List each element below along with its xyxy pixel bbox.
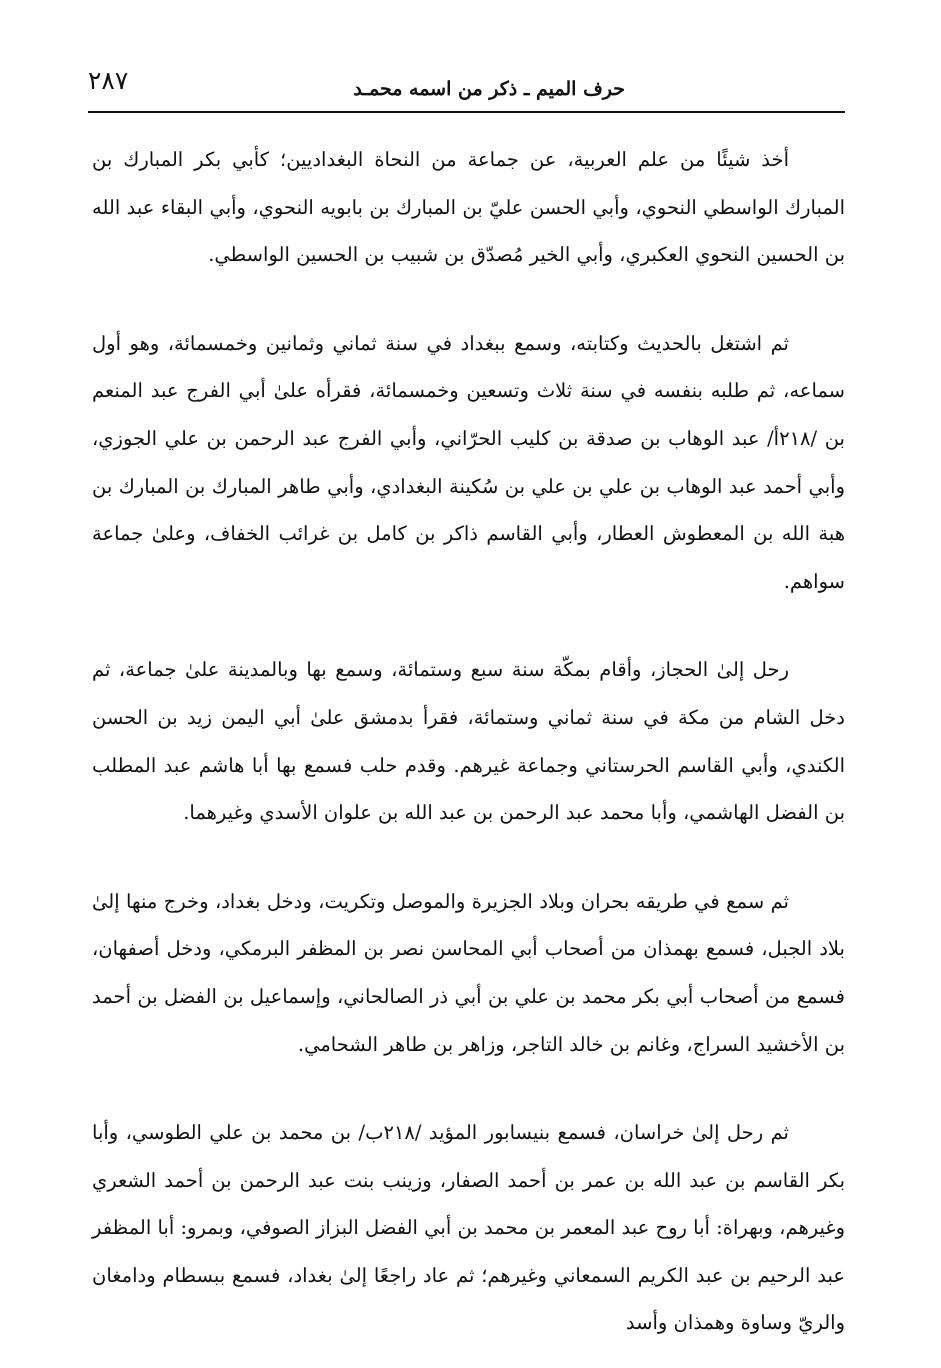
page-number: ٢٨٧	[88, 66, 129, 95]
paragraph-5: ثم رحل إلىٰ خراسان، فسمع بنيسابور المؤيد /٢١٨ب/ بن محمد بن علي الطوسي، وأبا بكر القاسم بن عبد الله بن عمر بن أحمد الصفار، وزينب بنت عبد الرحمن بن أحمد الشعري وغيرهم، وبهراة: أبا روح عبد المعمر بن محمد بن أبي الفضل البزاز الصوفي، وبمرو: أبا المظفر عبد الرحيم بن عبد الكريم السمعاني وغيرهم؛ ثم عاد راجعًا إلىٰ بغداد، فسمع ببسطام ودامغان والريّ وساوة وهمذان وأسد	[92, 1121, 845, 1335]
page-header	[88, 58, 845, 104]
paragraph-2: ثم اشتغل بالحديث وكتابته، وسمع ببغداد في سنة ثماني وثمانين وخمسمائة، وهو أول سماعه، ثم طلبه بنفسه في سنة ثلاث وتسعين وخمسمائة، فقرأه علىٰ أبي الفرج عبد المنعم بن /٢١٨أ/ عبد الوهاب بن صدقة بن كليب الحرّاني، وأبي الفرج عبد الرحمن بن علي الجوزي، وأبي أحمد عبد الوهاب بن علي بن علي بن سُكينة البغدادي، وأبي طاهر المبارك بن المبارك بن هبة الله بن المعطوش العطار، وأبي القاسم ذاكر بن كامل بن غرائب الخفاف، وعلىٰ جماعة سواهم.	[92, 331, 845, 593]
paragraph-1: أخذ شيئًا من علم العربية، عن جماعة من النحاة البغداديين؛ كأبي بكر المبارك بن المبارك الواسطي النحوي، وأبي الحسن عليّ بن المبارك بن بابويه النحوي، وأبي البقاء عبد الله بن الحسين النحوي العكبري، وأبي الخير مُصدّق بن شبيب بن الحسين الواسطي.	[92, 148, 845, 267]
paragraph-3: رحل إلىٰ الحجاز، وأقام بمكّة سنة سبع وستمائة، وسمع بها وبالمدينة علىٰ جماعة، ثم دخل الشام من مكة في سنة ثماني وستمائة، فقرأ بدمشق علىٰ أبي اليمن زيد بن الحسن الكندي، وأبي القاسم الحرستاني وجماعة غيرهم. وقدم حلب فسمع بها أبا هاشم عبد المطلب بن الفضل الهاشمي، وأبا محمد عبد الرحمن بن عبد الله بن علوان الأسدي وغيرهما.	[92, 658, 845, 825]
body-text	[92, 136, 845, 1347]
header-divider	[88, 111, 845, 113]
running-title: حرف الميم ـ ذكر من اسمه محمـد	[353, 78, 625, 100]
paragraph-4: ثم سمع في طريقه بحران وبلاد الجزيرة والموصل وتكريت، ودخل بغداد، وخرج منها إلىٰ بلاد الجبل، فسمع بهمذان من أصحاب أبي المحاسن نصر بن المظفر البرمكي، ودخل أصفهان، فسمع من أصحاب أبي بكر محمد بن علي بن أبي ذر الصالحاني، وإسماعيل بن الفضل بن أحمد بن الأخشيد السراج، وغانم بن خالد التاجر، وزاهر بن طاهر الشحامي.	[92, 889, 845, 1056]
